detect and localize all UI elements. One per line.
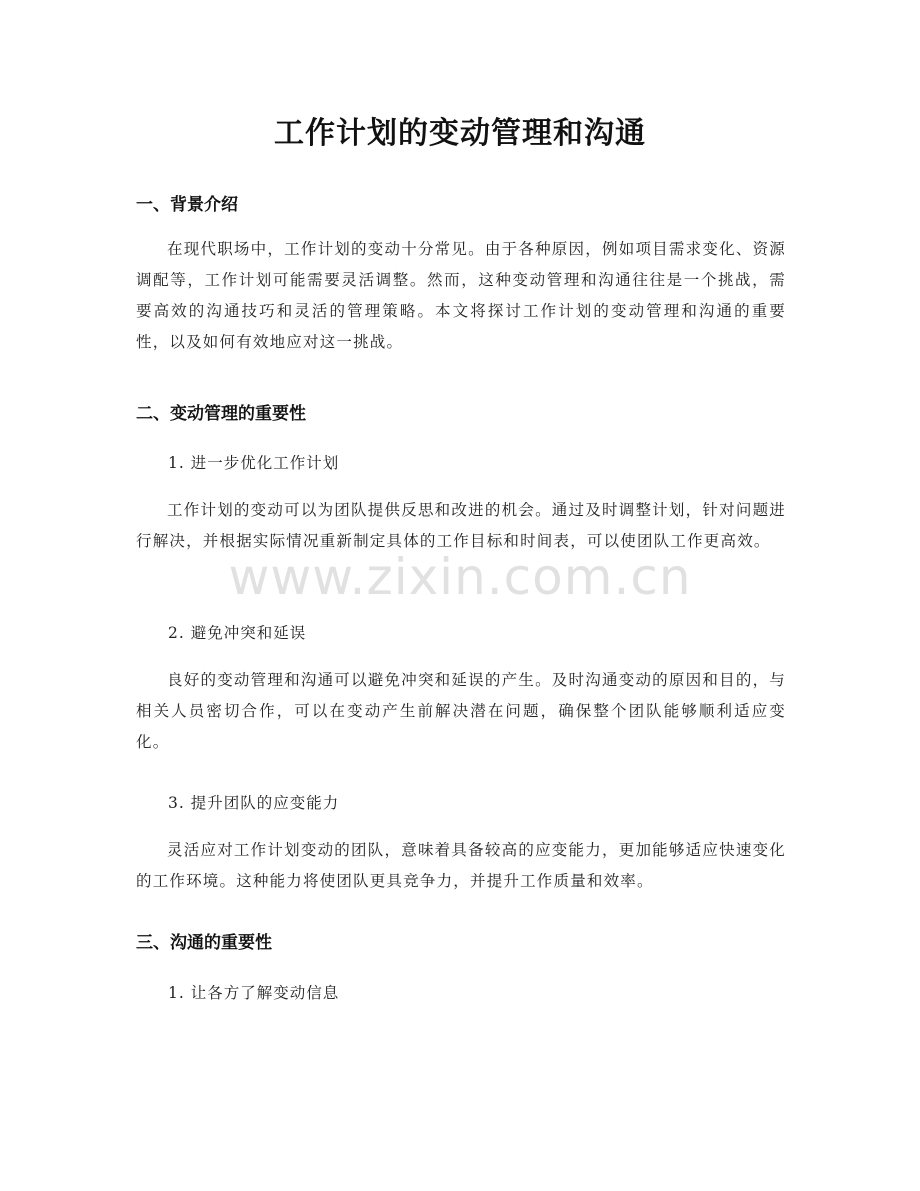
- document-title: 工作计划的变动管理和沟通: [274, 116, 646, 151]
- section-heading-background: 一、背景介绍: [136, 195, 238, 215]
- subheading-inform-parties: 1. 让各方了解变动信息: [168, 984, 340, 1002]
- paragraph-optimize-plan: 工作计划的变动可以为团队提供反思和改进的机会。通过及时调整计划，针对问题进行解决，并根据实际情况重新制定具体的工作目标和时间表，可以使团队工作更高效。: [136, 501, 786, 550]
- subheading-optimize-plan: 1. 进一步优化工作计划: [168, 454, 340, 472]
- subheading-adaptability: 3. 提升团队的应变能力: [168, 794, 340, 812]
- section-heading-change-management: 二、变动管理的重要性: [136, 404, 306, 424]
- subheading-avoid-conflict: 2. 避免冲突和延误: [168, 624, 307, 642]
- section-heading-communication: 三、沟通的重要性: [136, 933, 272, 953]
- paragraph-adaptability: 灵活应对工作计划变动的团队，意味着具备较高的应变能力，更加能够适应快速变化的工作环境。这种能力将使团队更具竞争力，并提升工作质量和效率。: [136, 841, 786, 890]
- watermark: www.zixin.com.cn: [228, 548, 692, 606]
- paragraph-avoid-conflict: 良好的变动管理和沟通可以避免冲突和延误的产生。及时沟通变动的原因和目的，与相关人员密切合作，可以在变动产生前解决潜在问题，确保整个团队能够顺利适应变化。: [136, 671, 786, 751]
- section-paragraph-background: 在现代职场中，工作计划的变动十分常见。由于各种原因，例如项目需求变化、资源调配等，工作计划可能需要灵活调整。然而，这种变动管理和沟通往往是一个挑战，需要高效的沟通技巧和灵活的管理策略。本文将探讨工作计划的变动管理和沟通的重要性，以及如何有效地应对这一挑战。: [136, 240, 786, 351]
